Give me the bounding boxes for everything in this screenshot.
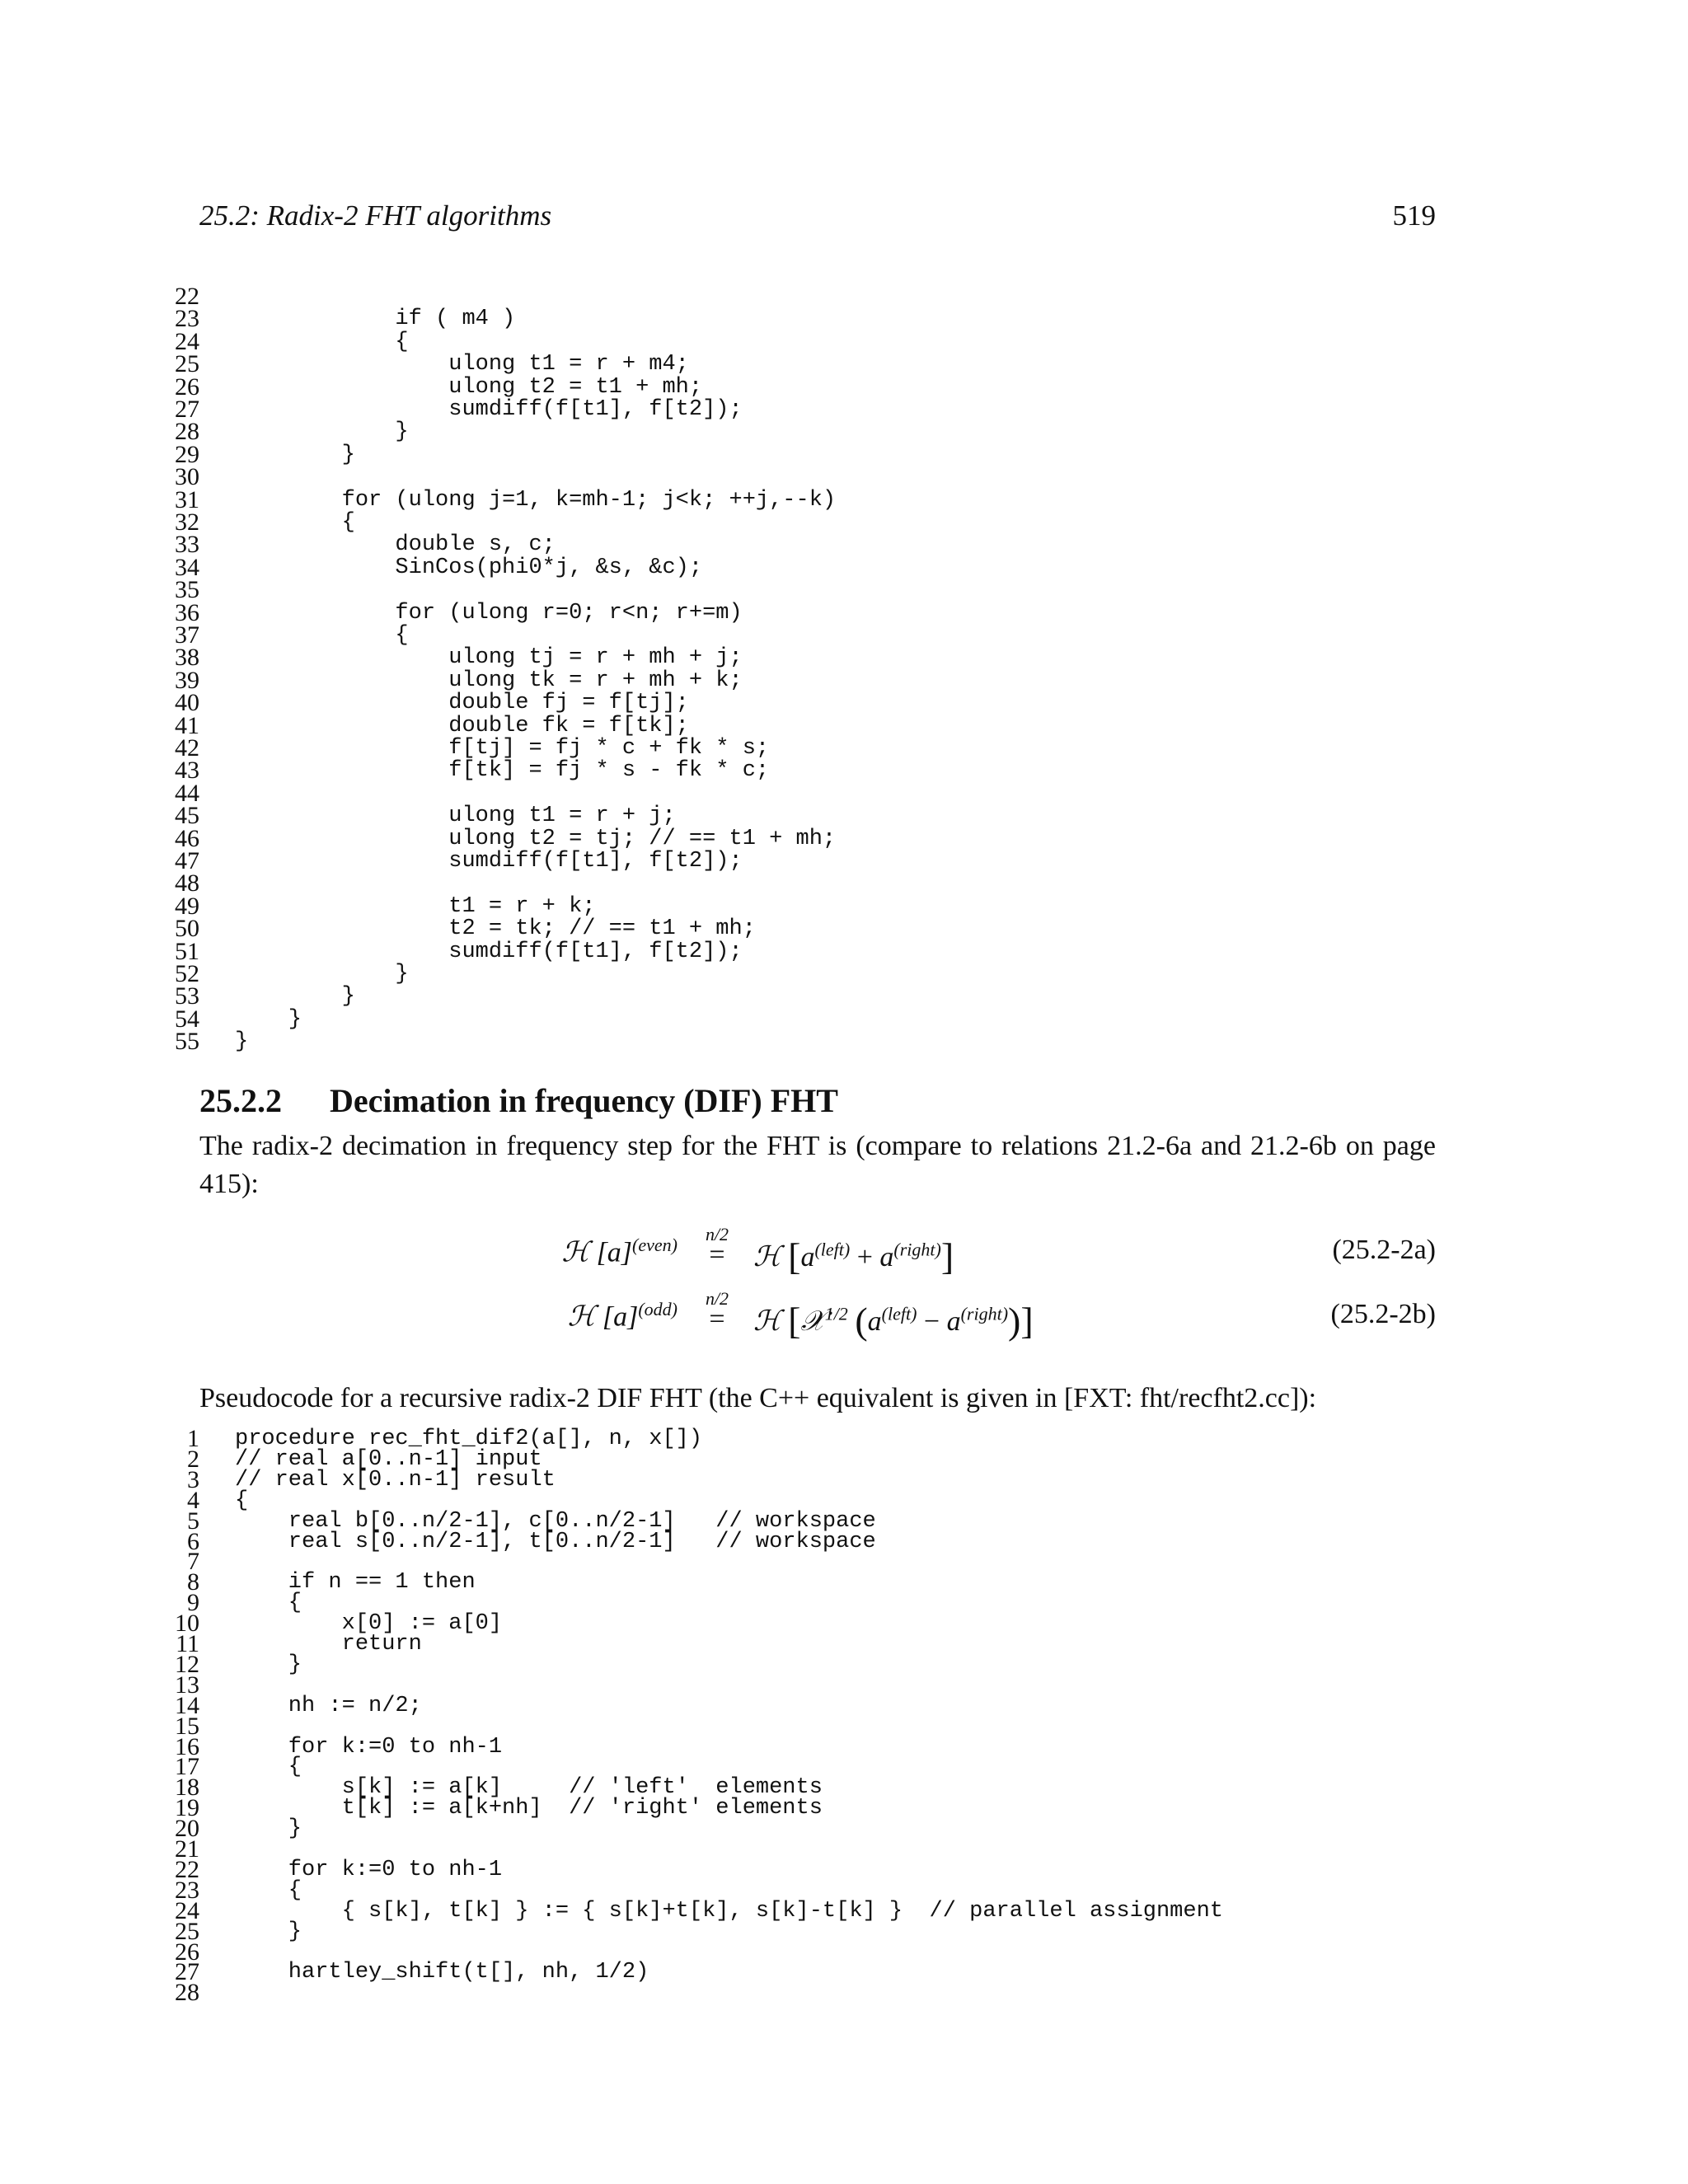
code-line	[165, 352, 1484, 377]
code-text: if n == 1 then	[235, 1570, 476, 1596]
line-number: 9	[187, 1589, 199, 1617]
code-text: sumdiff(f[t1], f[t2]);	[235, 397, 743, 422]
line-number: 7	[187, 1548, 199, 1576]
code-text: real b[0..n/2-1], c[0..n/2-1] // workspace	[235, 1508, 876, 1534]
line-number: 36	[175, 598, 199, 626]
line-number: 31	[175, 485, 199, 513]
line-number: 14	[175, 1691, 199, 1719]
code-text: ulong t2 = tj; // == t1 + mh;	[235, 826, 837, 851]
code-text: for k:=0 to nh-1	[235, 1857, 503, 1882]
line-number: 52	[175, 960, 199, 987]
line-number: 24	[175, 1896, 199, 1924]
code-text: }	[235, 1816, 302, 1842]
code-text: hartley_shift(t[], nh, 1/2)	[235, 1960, 649, 1985]
code-line	[165, 284, 1484, 309]
line-number: 39	[175, 666, 199, 694]
line-number: 44	[175, 779, 199, 807]
code-text: }	[235, 1029, 249, 1055]
code-text: // real x[0..n-1] result	[235, 1467, 556, 1493]
code-text: t2 = tk; // == t1 + mh;	[235, 916, 756, 942]
code-line	[165, 849, 1484, 874]
code-text: {	[235, 510, 355, 535]
code-line	[165, 871, 1484, 896]
line-number: 55	[175, 1028, 199, 1056]
line-number: 10	[175, 1610, 199, 1638]
line-number: 45	[175, 802, 199, 830]
equation-even	[199, 1226, 1436, 1284]
code-line	[165, 937, 1484, 965]
code-text: }	[235, 1652, 302, 1677]
code-line	[165, 711, 1484, 739]
line-number: 23	[175, 305, 199, 333]
code-text: SinCos(phi0*j, &s, &c);	[235, 555, 703, 580]
line-number: 17	[175, 1753, 199, 1781]
line-number: 12	[175, 1650, 199, 1678]
equation-relation: n/2 =	[705, 1224, 729, 1270]
line-number: 32	[175, 509, 199, 536]
line-number: 33	[175, 531, 199, 559]
line-number: 26	[175, 373, 199, 401]
code-line	[165, 397, 1484, 422]
code-text: {	[235, 329, 409, 354]
code-text: }	[235, 1919, 302, 1944]
line-number: 23	[175, 1876, 199, 1904]
section-number: 25.2.2	[199, 1082, 282, 1119]
code-text: real s[0..n/2-1], t[0..n/2-1] // workspace	[235, 1529, 876, 1554]
equation-lhs: ℋ $[a]^{(odd)}$	[567, 1299, 678, 1333]
line-number: 15	[175, 1712, 199, 1740]
code-text: }	[235, 984, 355, 1010]
code-line	[165, 485, 1484, 513]
running-head	[199, 199, 1436, 241]
line-number: 42	[175, 734, 199, 762]
line-number: 27	[175, 1958, 199, 1986]
code-line	[165, 962, 1484, 987]
code-text: nh := n/2;	[235, 1693, 422, 1718]
code-text: double s, c;	[235, 532, 556, 558]
code-line	[165, 916, 1484, 941]
code-text: ulong t1 = r + m4;	[235, 352, 689, 377]
line-number: 4	[187, 1486, 199, 1514]
code-line	[165, 804, 1484, 828]
code-text: t[k] := a[k+nh] // 'right' elements	[235, 1796, 823, 1821]
code-text: }	[235, 1006, 302, 1032]
code-line	[165, 623, 1484, 648]
line-number: 24	[175, 327, 199, 355]
code-line	[165, 781, 1484, 806]
pseudocode-intro: Pseudocode for a recursive radix-2 DIF FHT (the C++ equivalent is given in [FXT: fht/recfht2.cc]):	[199, 1383, 1317, 1413]
code-line	[165, 375, 1484, 400]
code-line	[165, 555, 1484, 580]
line-number: 40	[175, 689, 199, 717]
code-line	[165, 668, 1484, 693]
code-text: {	[235, 623, 409, 648]
code-line	[165, 736, 1484, 761]
page-number: 519	[1392, 199, 1436, 232]
code-line	[165, 578, 1484, 602]
line-number: 22	[175, 283, 199, 310]
line-number: 6	[187, 1527, 199, 1555]
line-number: 8	[187, 1568, 199, 1596]
line-number: 30	[175, 463, 199, 491]
section-heading	[199, 1081, 838, 1120]
code-line	[165, 1980, 1484, 2005]
code-text: t1 = r + k;	[235, 893, 596, 919]
code-line	[165, 1029, 1484, 1054]
code-text: }	[235, 419, 409, 445]
intro-paragraph: The radix-2 decimation in frequency step for the FHT is (compare to relations 21.2-6a and 21.2-6b on page 415):	[199, 1131, 1436, 1199]
line-number: 34	[175, 553, 199, 581]
line-number: 46	[175, 824, 199, 852]
code-text: for k:=0 to nh-1	[235, 1734, 503, 1760]
code-line	[165, 645, 1484, 670]
equation-tag: (25.2-2a)	[1332, 1235, 1436, 1265]
code-line	[165, 1007, 1484, 1032]
line-number: 54	[175, 1005, 199, 1033]
code-line	[165, 307, 1484, 331]
code-line	[165, 419, 1484, 444]
line-number: 27	[175, 396, 199, 423]
equation-relation: n/2 =	[705, 1288, 729, 1334]
code-text: double fj = f[tj];	[235, 691, 689, 716]
line-number: 16	[175, 1732, 199, 1760]
code-text: ulong t2 = t1 + mh;	[235, 374, 703, 400]
line-number: 1	[187, 1425, 199, 1452]
code-line	[165, 691, 1484, 715]
code-text: ulong tk = r + mh + k;	[235, 668, 743, 693]
code-line	[165, 532, 1484, 557]
equation-lhs: ℋ $[a]^{(even)}$	[561, 1235, 678, 1268]
code-text: s[k] := a[k] // 'left' elements	[235, 1775, 823, 1801]
line-number: 37	[175, 621, 199, 649]
code-line	[165, 894, 1484, 919]
line-number: 47	[175, 847, 199, 874]
equation-rhs: ℋ $[a^{(left)} + a^{(right)}]$	[753, 1235, 954, 1277]
code-line	[165, 598, 1484, 626]
code-text: {	[235, 1591, 302, 1616]
line-number: 41	[175, 711, 199, 739]
line-number: 20	[175, 1815, 199, 1843]
line-number: 29	[175, 440, 199, 468]
code-text: if ( m4 )	[235, 307, 516, 332]
code-text: x[0] := a[0]	[235, 1611, 503, 1637]
code-line	[165, 327, 1484, 355]
line-number: 50	[175, 915, 199, 943]
line-number: 51	[175, 937, 199, 965]
code-text: {	[235, 1877, 302, 1903]
code-text: }	[235, 962, 409, 987]
line-number: 35	[175, 576, 199, 604]
section-running-title: 25.2: Radix-2 FHT algorithms	[199, 199, 552, 232]
line-number: 5	[187, 1507, 199, 1535]
code-text: sumdiff(f[t1], f[t2]);	[235, 939, 743, 964]
code-text: f[tk] = fj * s - fk * c;	[235, 758, 770, 784]
code-text: // real a[0..n-1] input	[235, 1446, 542, 1472]
line-number: 18	[175, 1774, 199, 1802]
code-text: ulong tj = r + mh + j;	[235, 645, 743, 671]
equation-odd	[199, 1288, 1436, 1348]
code-text: {	[235, 1755, 302, 1780]
line-number: 43	[175, 757, 199, 785]
code-text: {	[235, 1488, 249, 1513]
equation-rhs: ℋ [𝒳$^{1/2}$ $(a^{(left)} - a^{(right)})$]	[753, 1300, 1034, 1342]
code-line	[165, 824, 1484, 852]
line-number: 28	[175, 418, 199, 446]
line-number: 25	[175, 1917, 199, 1945]
line-number: 11	[176, 1630, 199, 1657]
code-line	[165, 440, 1484, 468]
code-text: ulong t1 = r + j;	[235, 804, 676, 829]
line-number: 53	[175, 982, 199, 1010]
line-number: 38	[175, 644, 199, 672]
line-number: 26	[175, 1938, 199, 1966]
line-number: 3	[187, 1465, 199, 1493]
code-line	[165, 465, 1484, 490]
line-number: 49	[175, 892, 199, 920]
code-text: for (ulong r=0; r<n; r+=m)	[235, 600, 743, 626]
line-number: 2	[187, 1445, 199, 1473]
code-text: f[tj] = fj * c + fk * s;	[235, 736, 770, 761]
line-number: 48	[175, 869, 199, 898]
code-line	[165, 758, 1484, 783]
code-text: double fk = f[tk];	[235, 713, 689, 738]
code-line	[165, 984, 1484, 1009]
line-number: 25	[175, 350, 199, 378]
code-text: { s[k], t[k] } := { s[k]+t[k], s[k]-t[k] } // parallel assignment	[235, 1898, 1223, 1924]
code-text: }	[235, 442, 355, 467]
section-title: Decimation in frequency (DIF) FHT	[330, 1082, 838, 1119]
line-number: 19	[175, 1794, 199, 1822]
line-number: 28	[175, 1979, 199, 2007]
line-number: 21	[175, 1835, 199, 1863]
code-text: procedure rec_fht_dif2(a[], n, x[])	[235, 1427, 703, 1451]
code-text: sumdiff(f[t1], f[t2]);	[235, 849, 743, 874]
line-number: 13	[175, 1671, 199, 1699]
code-text: return	[235, 1632, 422, 1657]
equation-tag: (25.2-2b)	[1330, 1299, 1436, 1329]
code-text: for (ulong j=1, k=mh-1; j<k; ++j,--k)	[235, 487, 837, 513]
line-number: 22	[175, 1855, 199, 1883]
code-line	[165, 510, 1484, 535]
